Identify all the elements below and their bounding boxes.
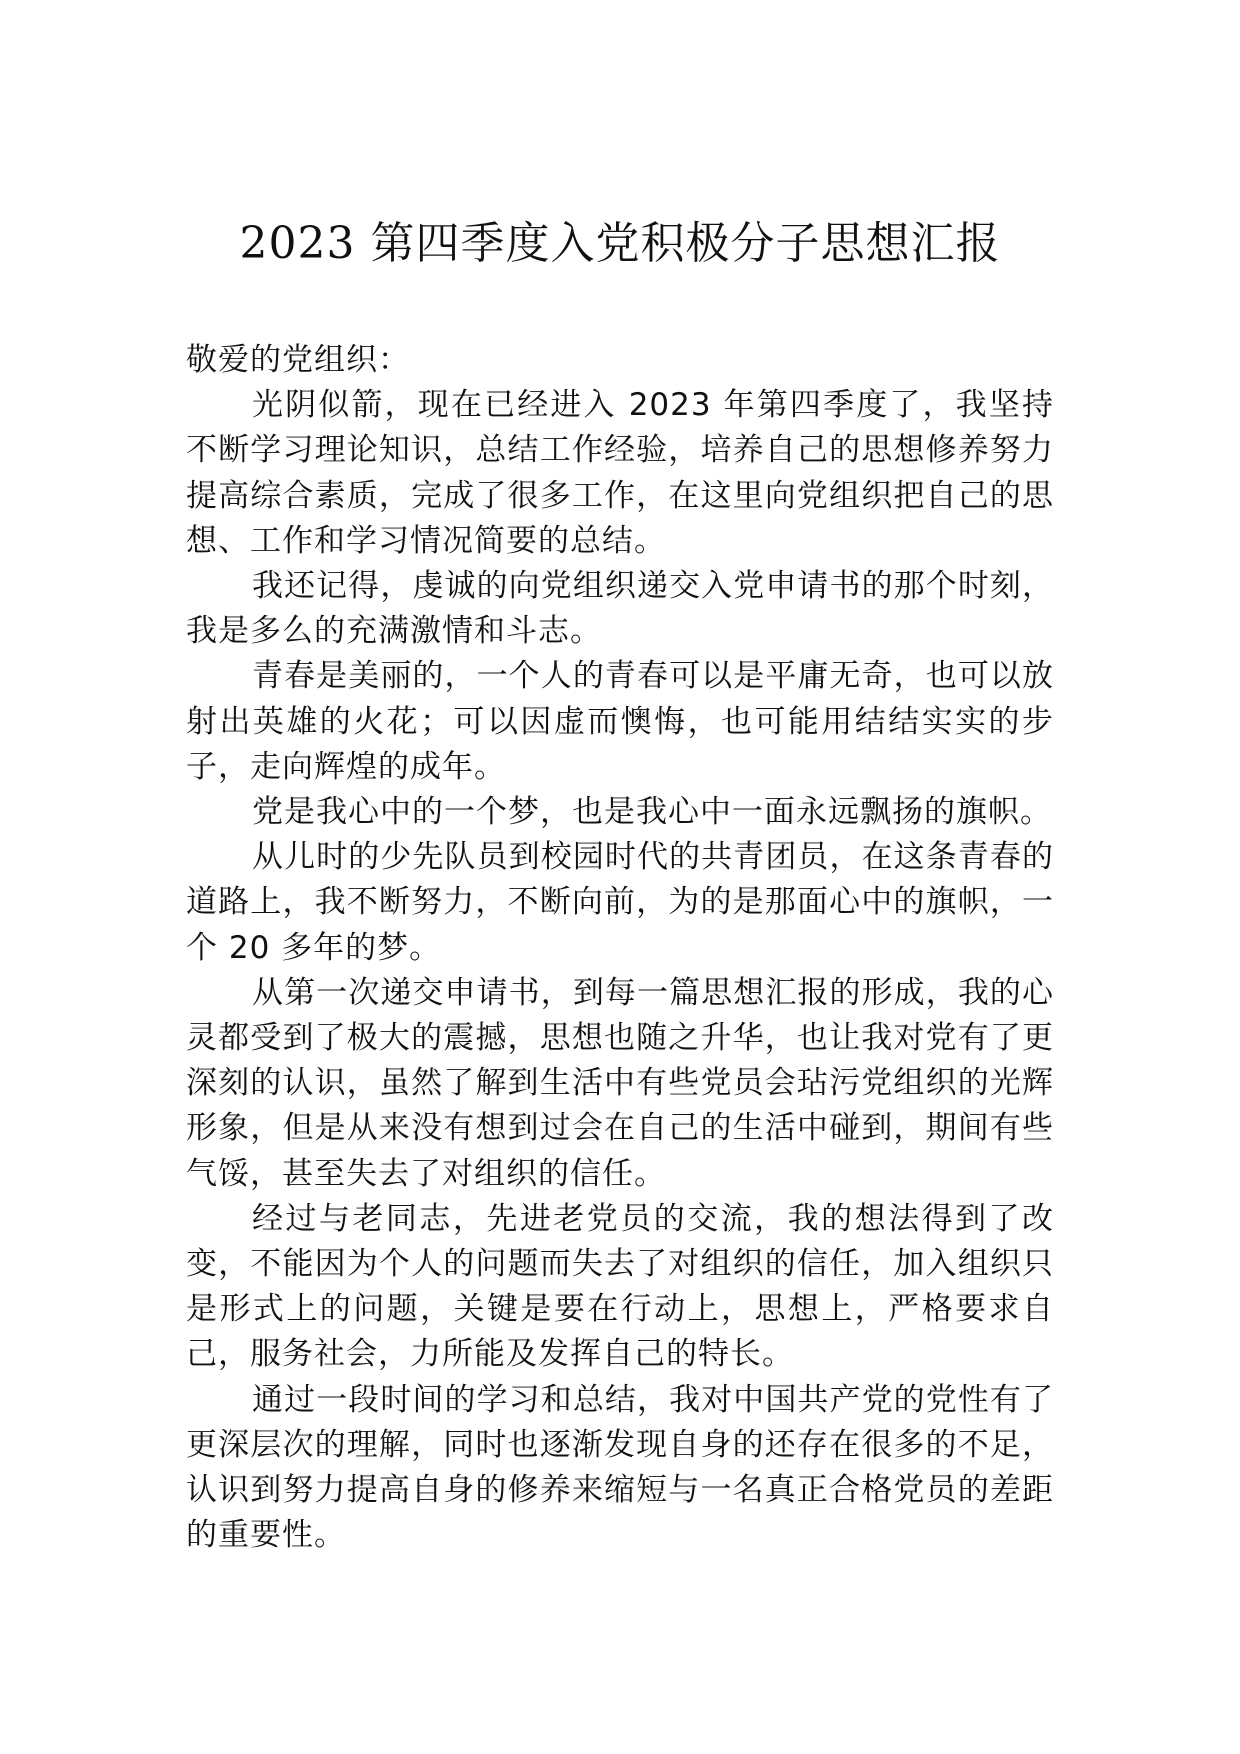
paragraph: 光阴似箭，现在已经进入 2023 年第四季度了，我坚持不断学习理论知识，总结工作经验，培养自己的思想修养努力提高综合素质，完成了很多工作，在这里向党组织把自己的思想、工作和学习情况简要的总结。 [186, 387, 1054, 559]
paragraph: 党是我心中的一个梦，也是我心中一面永远飘扬的旗帜。 [252, 794, 1052, 831]
paragraph: 从第一次递交申请书，到每一篇思想汇报的形成，我的心灵都受到了极大的震撼，思想也随之升华，也让我对党有了更深刻的认识，虽然了解到生活中有些党员会玷污党组织的光辉形象，但是从来没有想到过会在自己的生活中碰到，期间有些气馁，甚至失去了对组织的信任。 [186, 974, 1054, 1192]
document-body [186, 338, 1054, 1558]
salutation: 敬爱的党组织： [186, 342, 410, 378]
paragraph: 青春是美丽的，一个人的青春可以是平庸无奇，也可以放射出英雄的火花；可以因虚而懊悔，也可能用结结实实的步子，走向辉煌的成年。 [186, 658, 1054, 785]
paragraph: 从儿时的少先队员到校园时代的共青团员，在这条青春的道路上，我不断努力，不断向前，为的是那面心中的旗帜，一个 20 多年的梦。 [186, 839, 1054, 966]
document-title: 2023 第四季度入党积极分子思想汇报 [239, 218, 1001, 269]
paragraph: 通过一段时间的学习和总结，我对中国共产党的党性有了更深层次的理解，同时也逐渐发现自身的还存在很多的不足，认识到努力提高自身的修养来缩短与一名真正合格党员的差距的重要性。 [186, 1381, 1054, 1554]
paragraph: 经过与老同志，先进老党员的交流，我的想法得到了改变，不能因为个人的问题而失去了对组织的信任，加入组织只是形式上的问题，关键是要在行动上，思想上，严格要求自己，服务社会，力所能及发挥自己的特长。 [186, 1200, 1054, 1373]
paragraph: 我还记得，虔诚的向党组织递交入党申请书的那个时刻，我是多么的充满激情和斗志。 [186, 568, 1054, 650]
